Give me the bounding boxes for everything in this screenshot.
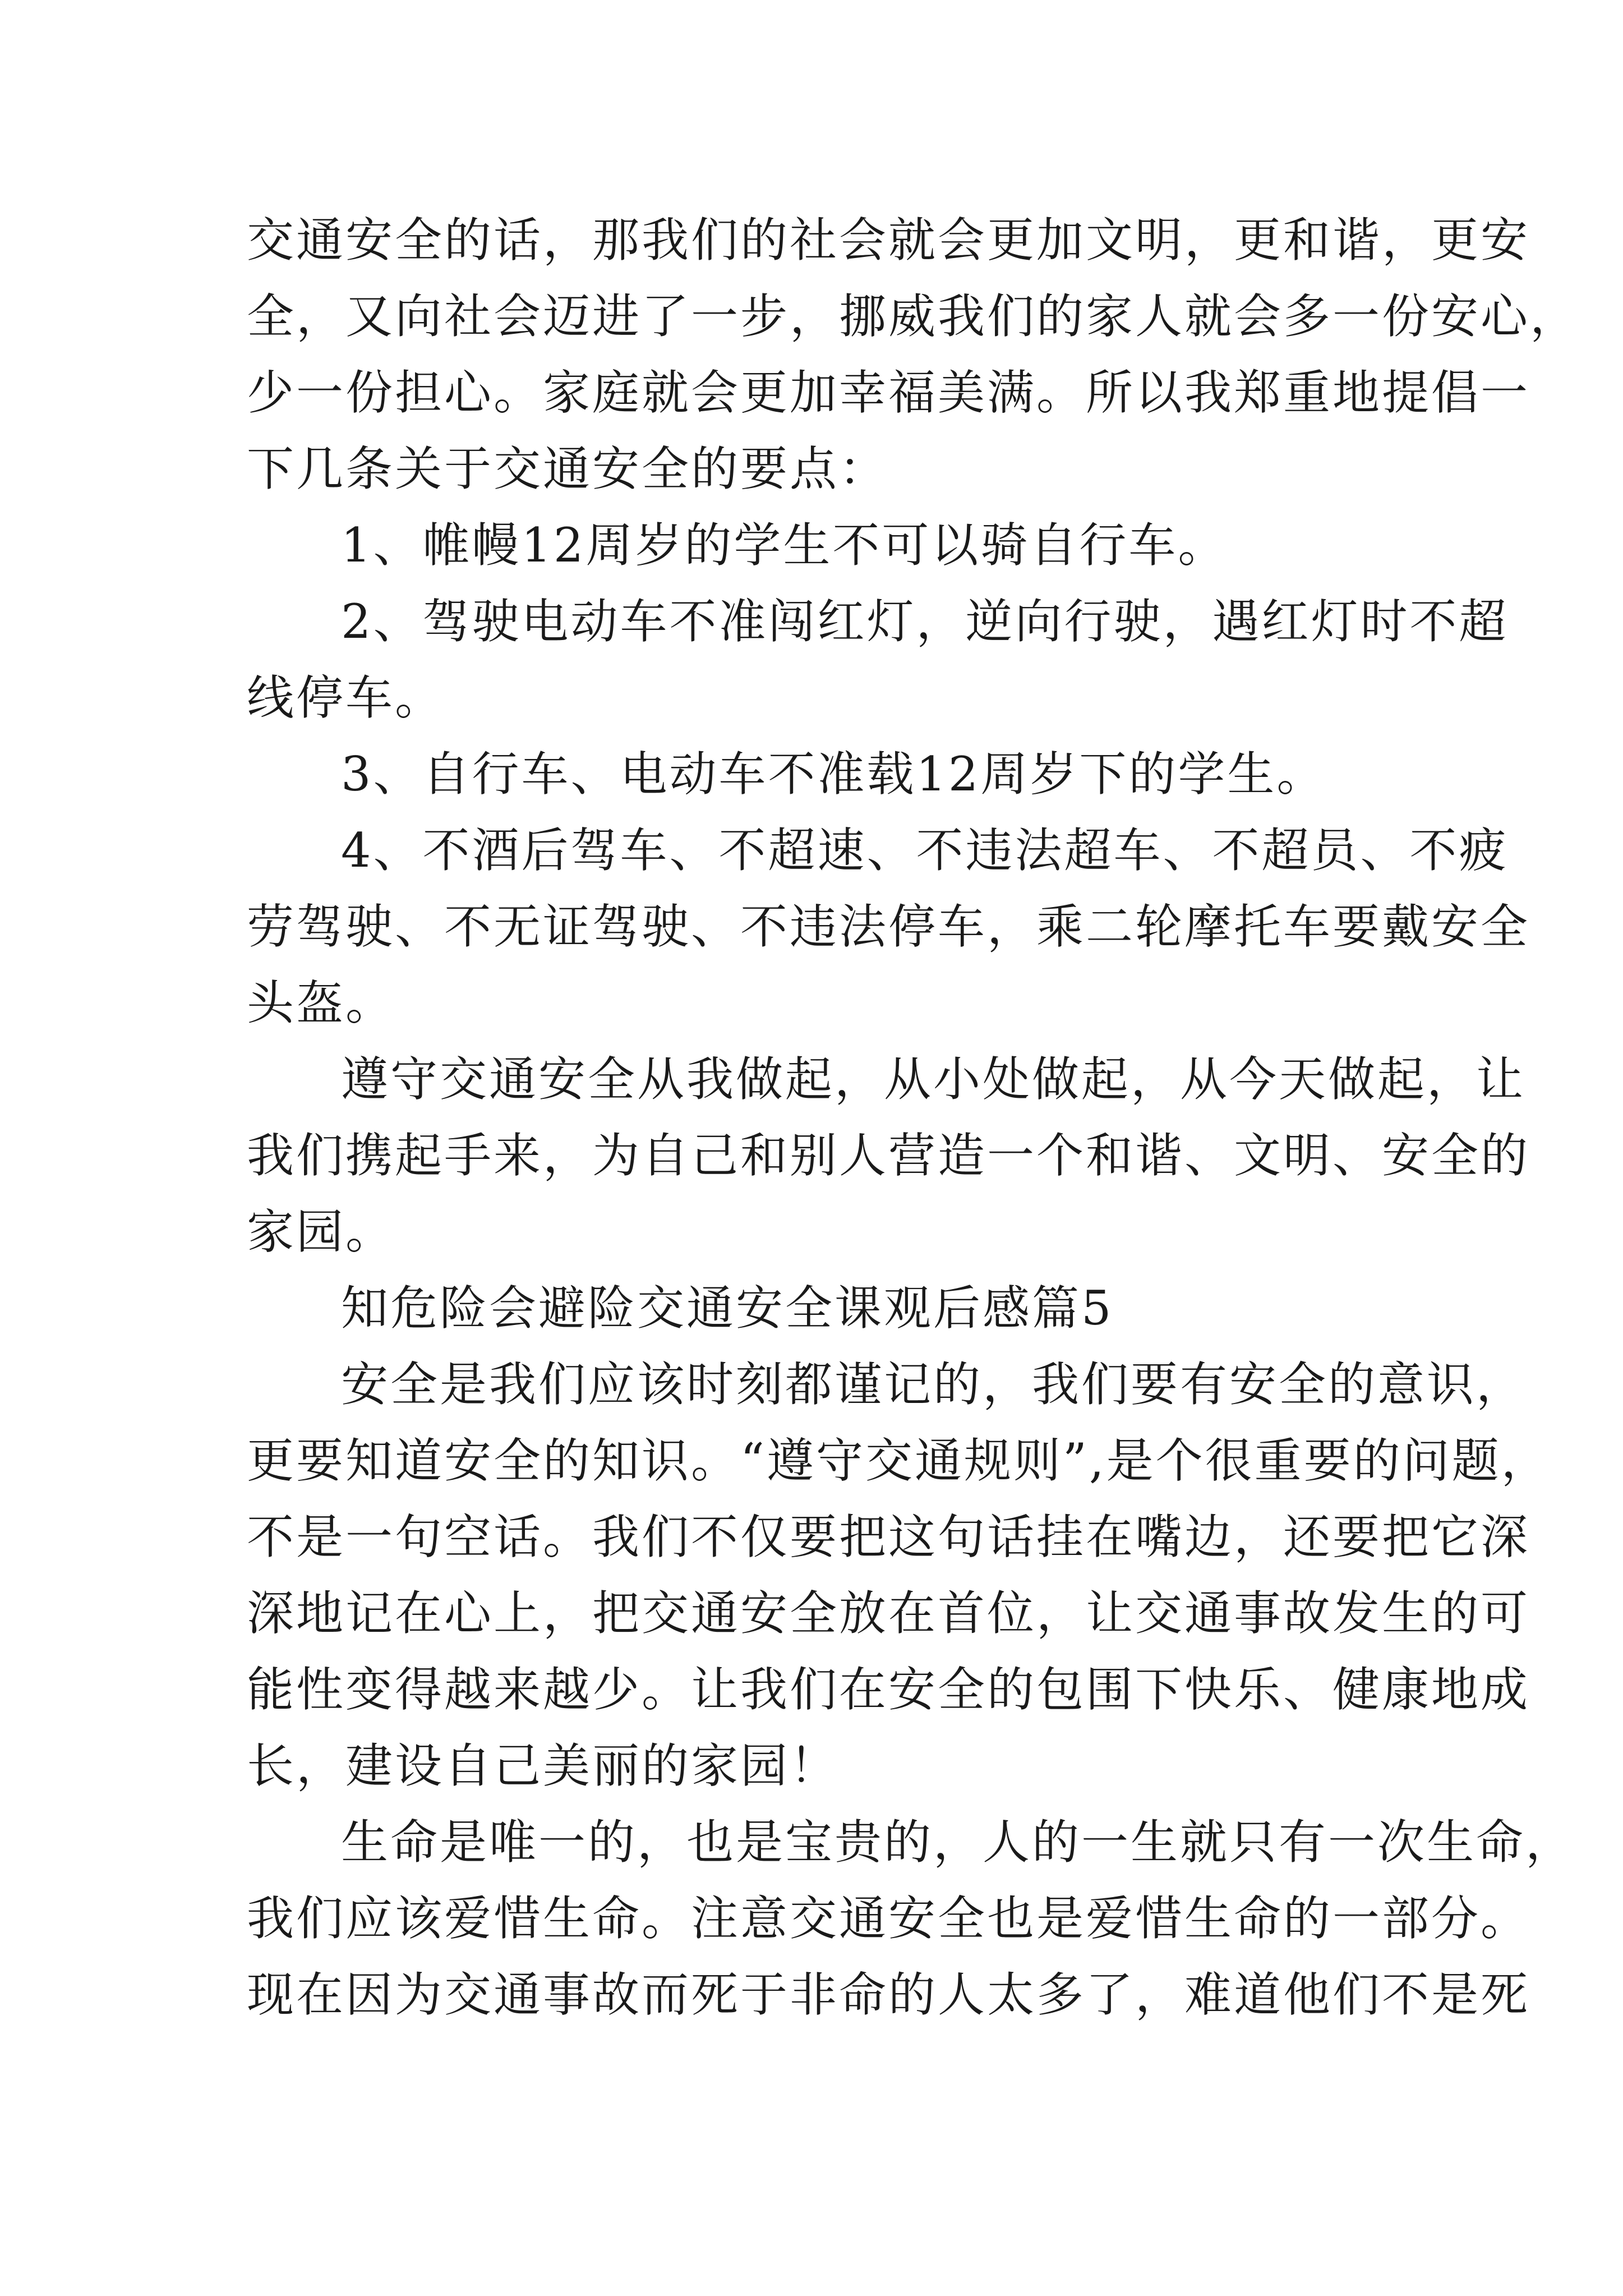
- text-line: 我们应该爱惜生命。注意交通安全也是爱惜生命的一部分。: [247, 1891, 1530, 1946]
- text-line: 下几条关于交通安全的要点：: [247, 441, 889, 496]
- text-line: 更要知道安全的知识。“遵守交通规则”,是个很重要的问题，: [247, 1433, 1551, 1488]
- text-line: 头盔。: [247, 976, 395, 1030]
- section-heading: 知危险会避险交通安全课观后感篇5: [341, 1281, 1114, 1336]
- document-body: [247, 202, 1580, 2033]
- text-line: 遵守交通安全从我做起，从小处做起，从今天做起，让: [341, 1052, 1526, 1107]
- text-line: 4、不酒后驾车、不超速、不违法超车、不超员、不疲: [341, 823, 1509, 878]
- text-line: 1、帷幔12周岁的学生不可以骑自行车。: [341, 518, 1228, 573]
- text-line: 生命是唯一的，也是宝贵的，人的一生就只有一次生命，: [341, 1815, 1575, 1870]
- text-line: 家园。: [247, 1204, 395, 1259]
- text-line: 现在因为交通事故而死于非命的人太多了，难道他们不是死: [247, 1967, 1530, 2022]
- text-line: 不是一句空话。我们不仅要把这句话挂在嘴边，还要把它深: [247, 1510, 1530, 1565]
- text-line: 线停车。: [247, 670, 445, 725]
- text-line: 2、驾驶电动车不准闯红灯，逆向行驶，遇红灯时不超: [341, 594, 1509, 649]
- text-line: 长，建设自己美丽的家园！: [247, 1738, 840, 1793]
- text-line: 深地记在心上，把交通安全放在首位，让交通事故发生的可: [247, 1586, 1530, 1641]
- text-line: 少一份担心。家庭就会更加幸福美满。所以我郑重地提倡一: [247, 365, 1530, 420]
- text-line: 劳驾驶、不无证驾驶、不违法停车，乘二轮摩托车要戴安全: [247, 899, 1530, 954]
- text-line: 我们携起手来，为自己和别人营造一个和谐、文明、安全的: [247, 1128, 1530, 1183]
- text-line: 能性变得越来越少。让我们在安全的包围下快乐、健康地成: [247, 1662, 1530, 1717]
- text-line: 安全是我们应该时刻都谨记的，我们要有安全的意识，: [341, 1357, 1526, 1412]
- text-line: 3、自行车、电动车不准载12周岁下的学生。: [341, 747, 1326, 802]
- text-line: 交通安全的话，那我们的社会就会更加文明，更和谐，更安: [247, 213, 1530, 268]
- text-line: 全，又向社会迈进了一步，挪威我们的家人就会多一份安心，: [247, 289, 1580, 344]
